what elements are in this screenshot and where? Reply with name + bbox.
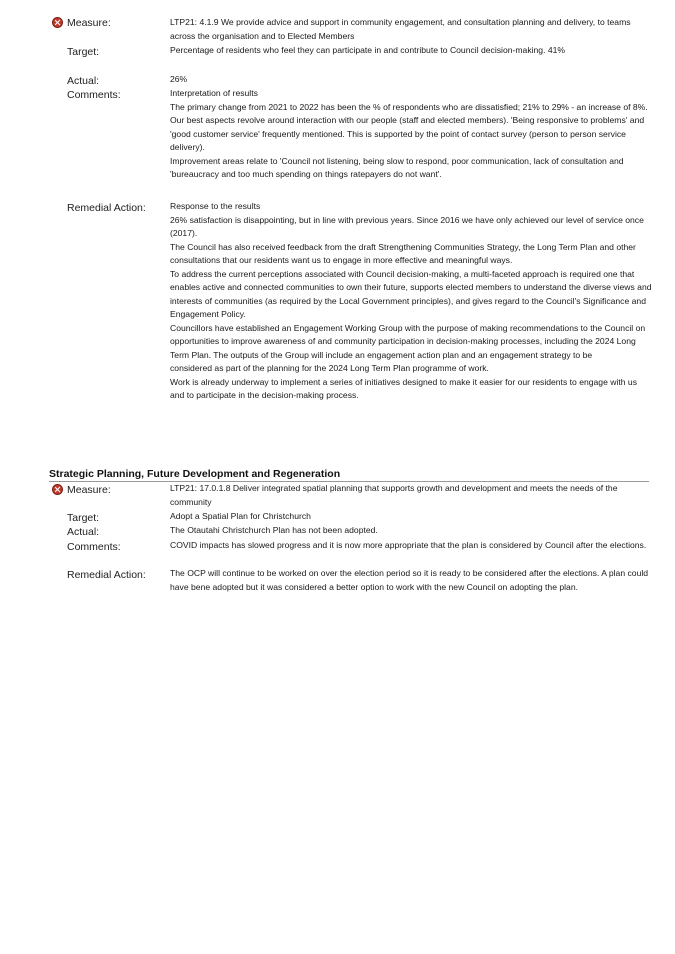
- measure-label: Measure:: [67, 484, 111, 496]
- not-achieved-x-circle-icon: [52, 17, 63, 28]
- remedial-paragraph: 26% satisfaction is disappointing, but in line with previous years. Since 2016 we have only achieved our level of service once (2017).: [170, 214, 644, 238]
- comments-label: Comments:: [67, 89, 121, 101]
- remedial-paragraph: Councillors have established an Engagement Working Group with the purpose of making recommendations to the Council on opportunities to improve awareness of and community participation in decision-making processes, including the 2024 Long Term Plan. The outputs of the Group will include an engagement action plan and an engagement strategy to be: [170, 322, 646, 360]
- remedial-action-label: Remedial Action:: [67, 202, 146, 214]
- remedial-paragraph: Response to the results: [170, 201, 261, 211]
- target-label: Target:: [67, 46, 100, 58]
- comments-text: COVID impacts has slowed progress and it is now more appropriate that the plan is considered by Council after the elections.: [170, 540, 647, 550]
- remedial-paragraph: considered as part of the planning for the 2024 Long Term Plan programme of work.: [170, 363, 489, 373]
- actual-label: Actual:: [67, 75, 100, 87]
- comments-text: [170, 87, 652, 182]
- not-achieved-x-circle-icon: [52, 484, 63, 495]
- comments-paragraph: Interpretation of results: [170, 88, 258, 98]
- target-text: Adopt a Spatial Plan for Christchurch: [170, 511, 311, 521]
- actual-text: The Otautahi Christchurch Plan has not been adopted.: [170, 525, 378, 535]
- actual-text: 26%: [170, 74, 188, 84]
- section-title: Strategic Planning, Future Development and Regeneration: [49, 468, 341, 480]
- comments-paragraph: Our best aspects revolve around interaction with our people (staff and elected members). 'Being responsive to problems' and 'good customer service' frequently mentioned. This is supported by the point of contact survey (person to person service delivery).: [170, 115, 645, 152]
- remedial-paragraph: To address the current perceptions associated with Council decision-making, a multi-faceted approach is required one that enables active and connected communities to own their future, supports elected members to understand the diverse views and interests of communities (as required by the Local Government principles), and gives regard to the Council's Significance and Engagement Policy.: [170, 268, 652, 319]
- measure-label: Measure:: [67, 17, 111, 29]
- comments-paragraph: The primary change from 2021 to 2022 has been the % of respondents who are dissatisfied; 21% to 29% - an increase of 8%.: [170, 101, 648, 112]
- remedial-paragraph: Work is already underway to implement a series of initiatives designed to make it easier for our residents to engage with us and to participate in the decision-making process.: [170, 376, 637, 400]
- measure-text: LTP21: 4.1.9 We provide advice and support in community engagement, and consultation planning and delivery, to teams across the organisation and to Elected Members: [170, 17, 631, 41]
- target-text: Percentage of residents who feel they can participate in and contribute to Council decision-making. 41%: [170, 45, 566, 55]
- measure-text: LTP21: 17.0.1.8 Deliver integrated spatial planning that supports growth and development and meets the needs of the community: [170, 483, 618, 507]
- remedial-action-text: [170, 200, 652, 403]
- actual-label: Actual:: [67, 526, 100, 538]
- remedial-action-text: The OCP will continue to be worked on over the election period so it is ready to be considered after the elections. A plan could have bene adopted but it was considered a better option to work with the new Council on adopting the plan.: [170, 568, 649, 592]
- comments-label: Comments:: [67, 541, 121, 553]
- remedial-paragraph: The Council has also received feedback from the draft Strengthening Communities Strategy, the Long Term Plan and other consultations that our residents want us to engage in more effective and meaningful ways.: [170, 241, 636, 265]
- comments-paragraph: Improvement areas relate to 'Council not listening, being slow to respond, poor communication, lack of consultation and 'bureaucracy and too much spending on things ratepayers do not want'.: [170, 155, 624, 179]
- target-label: Target:: [67, 512, 100, 524]
- remedial-action-label: Remedial Action:: [67, 569, 146, 581]
